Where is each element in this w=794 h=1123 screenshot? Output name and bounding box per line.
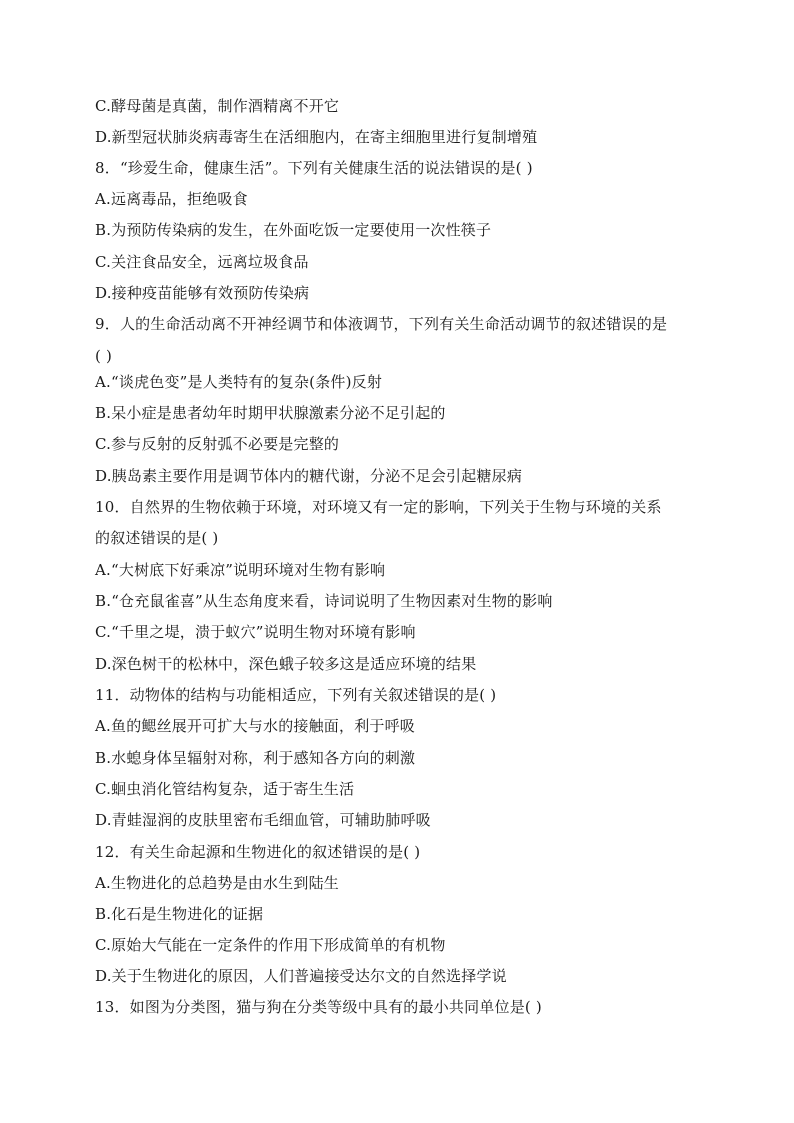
option-line: A.远离毒品，拒绝吸食 <box>95 190 248 208</box>
option-line: D.接种疫苗能够有效预防传染病 <box>95 284 310 302</box>
question-line: 的叙述错误的是( ) <box>95 529 219 547</box>
option-line: C.原始大气能在一定条件的作用下形成简单的有机物 <box>95 936 446 954</box>
question-line: 10．自然界的生物依赖于环境，对环境又有一定的影响，下列关于生物与环境的关系 <box>95 498 662 516</box>
option-line: A.生物进化的总趋势是由水生到陆生 <box>95 874 340 892</box>
question-line: 9．人的生命活动离不开神经调节和体液调节，下列有关生命活动调节的叙述错误的是 <box>95 315 668 333</box>
option-line: D.关于生物进化的原因，人们普遍接受达尔文的自然选择学说 <box>95 967 507 985</box>
text-line: D.新型冠状肺炎病毒寄生在活细胞内，在寄主细胞里进行复制增殖 <box>95 128 538 146</box>
option-line: A.鱼的鳃丝展开可扩大与水的接触面，利于呼吸 <box>95 717 416 735</box>
option-line: B.化石是生物进化的证据 <box>95 905 264 923</box>
option-line: B.为预防传染病的发生，在外面吃饭一定要使用一次性筷子 <box>95 221 492 239</box>
option-line: B.呆小症是患者幼年时期甲状腺激素分泌不足引起的 <box>95 404 446 422</box>
option-line: D.深色树干的松林中，深色蛾子较多这是适应环境的结果 <box>95 655 477 673</box>
option-line: B.“仓充鼠雀喜”从生态角度来看，诗词说明了生物因素对生物的影响 <box>95 592 553 610</box>
option-line: C.“千里之堤，溃于蚁穴”说明生物对环境有影响 <box>95 623 416 641</box>
option-line: C.蛔虫消化管结构复杂，适于寄生生活 <box>95 780 355 798</box>
option-line: C.关注食品安全，远离垃圾食品 <box>95 253 309 271</box>
option-line: A.“大树底下好乘凉”说明环境对生物有影响 <box>95 561 386 579</box>
question-line: 13．如图为分类图，猫与狗在分类等级中具有的最小共同单位是( ) <box>95 998 542 1016</box>
option-line: C.参与反射的反射弧不必要是完整的 <box>95 435 340 453</box>
option-line: B.水螅身体呈辐射对称，利于感知各方向的刺激 <box>95 749 416 767</box>
question-line: ( ) <box>95 347 113 365</box>
text-line: C.酵母菌是真菌，制作酒精离不开它 <box>95 97 340 115</box>
question-line: 11．动物体的结构与功能相适应，下列有关叙述错误的是( ) <box>95 686 497 704</box>
option-line: D.胰岛素主要作用是调节体内的糖代谢，分泌不足会引起糖尿病 <box>95 467 523 485</box>
question-line: 8．“珍爱生命，健康生活”。下列有关健康生活的说法错误的是( ) <box>95 159 533 177</box>
option-line: A.“谈虎色变”是人类特有的复杂(条件)反射 <box>95 373 383 391</box>
question-line: 12．有关生命起源和生物进化的叙述错误的是( ) <box>95 843 421 861</box>
option-line: D.青蛙湿润的皮肤里密布毛细血管，可辅助肺呼吸 <box>95 811 431 829</box>
